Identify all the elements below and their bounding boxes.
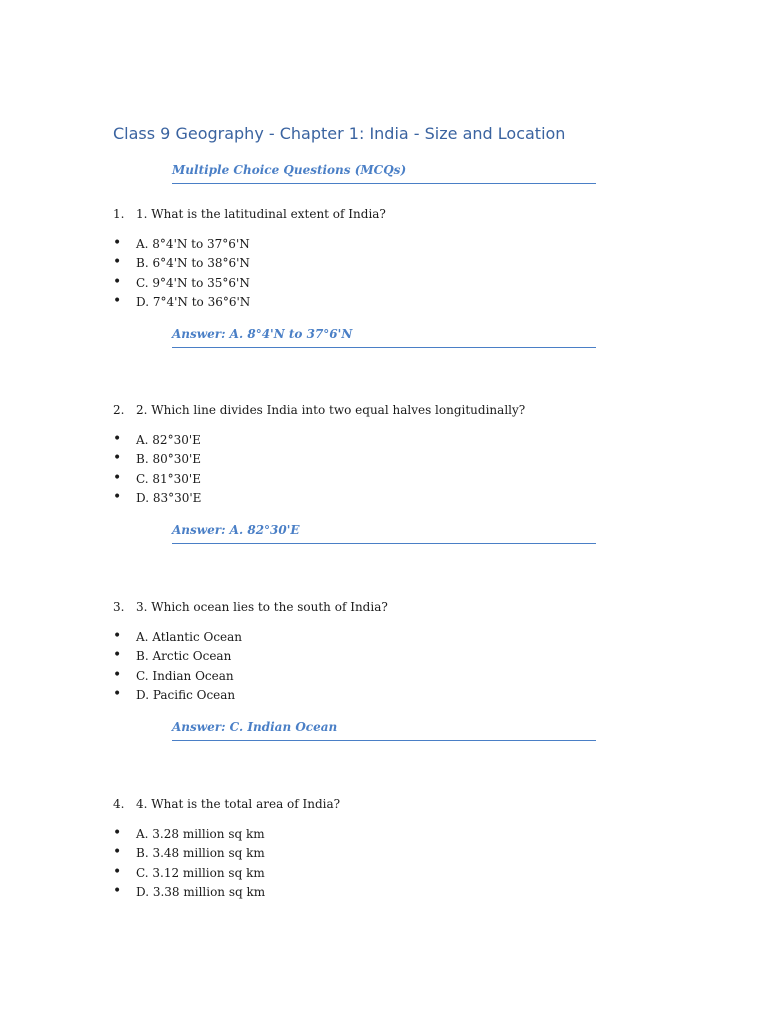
answer-line: Answer: A. 82°30'E <box>172 523 596 544</box>
bullet-icon: • <box>113 825 122 841</box>
option-text: C. 9°4'N to 35°6'N <box>136 275 250 290</box>
bullet-icon: • <box>113 647 122 664</box>
bullet-icon: • <box>113 450 122 467</box>
bullet-icon: • <box>113 863 122 880</box>
option-text: B. 6°4'N to 38°6'N <box>136 256 250 271</box>
question-block-1 <box>0 207 768 387</box>
option-text: A. 82°30'E <box>136 433 201 447</box>
question-text: 3. Which ocean lies to the south of India? <box>136 600 388 614</box>
option-text: B. Arctic Ocean <box>136 649 232 664</box>
option-text: D. 3.38 million sq km <box>136 884 266 899</box>
question-number: 1. <box>113 207 125 221</box>
bullet-icon: • <box>113 685 122 702</box>
option-text: D. Pacific Ocean <box>136 687 236 702</box>
option-text: C. 3.12 million sq km <box>136 865 265 880</box>
bullet-icon: • <box>113 469 122 486</box>
answer-line: Answer: A. 8°4'N to 37°6'N <box>172 327 596 348</box>
question-text: 4. What is the total area of India? <box>136 797 341 811</box>
question-text: 2. Which line divides India into two equal halves longitudinally? <box>136 403 526 417</box>
question-number: 2. <box>113 403 125 417</box>
question-3 <box>113 600 388 614</box>
bullet-icon: • <box>113 273 122 290</box>
question-block-4 <box>0 797 768 977</box>
bullet-icon: • <box>113 235 122 251</box>
question-block-3 <box>0 600 768 780</box>
option-text: C. 81°30'E <box>136 471 201 486</box>
question-number: 3. <box>113 600 125 614</box>
option-text: A. 8°4'N to 37°6'N <box>136 237 250 251</box>
bullet-icon: • <box>113 628 122 644</box>
option-text: B. 3.48 million sq km <box>136 846 265 861</box>
bullet-icon: • <box>113 488 122 505</box>
option-text: D. 7°4'N to 36°6'N <box>136 294 251 309</box>
option-text: A. Atlantic Ocean <box>136 630 243 644</box>
section-subheading: Multiple Choice Questions (MCQs) <box>172 163 596 184</box>
question-text: 1. What is the latitudinal extent of India? <box>136 207 386 221</box>
option-text: B. 80°30'E <box>136 452 202 467</box>
bullet-icon: • <box>113 431 122 447</box>
option-text: C. Indian Ocean <box>136 668 234 683</box>
bullet-icon: • <box>113 666 122 683</box>
question-block-2 <box>0 403 768 583</box>
bullet-icon: • <box>113 844 122 861</box>
bullet-icon: • <box>113 292 122 309</box>
question-number: 4. <box>113 797 125 811</box>
page-title: Class 9 Geography - Chapter 1: India - Size and Location <box>113 124 566 143</box>
question-4 <box>113 797 340 811</box>
option-text: A. 3.28 million sq km <box>136 827 265 841</box>
question-2 <box>113 403 525 417</box>
option-text: D. 83°30'E <box>136 490 202 505</box>
answer-line: Answer: C. Indian Ocean <box>172 720 596 741</box>
bullet-icon: • <box>113 254 122 271</box>
bullet-icon: • <box>113 882 122 899</box>
question-1 <box>113 207 386 221</box>
